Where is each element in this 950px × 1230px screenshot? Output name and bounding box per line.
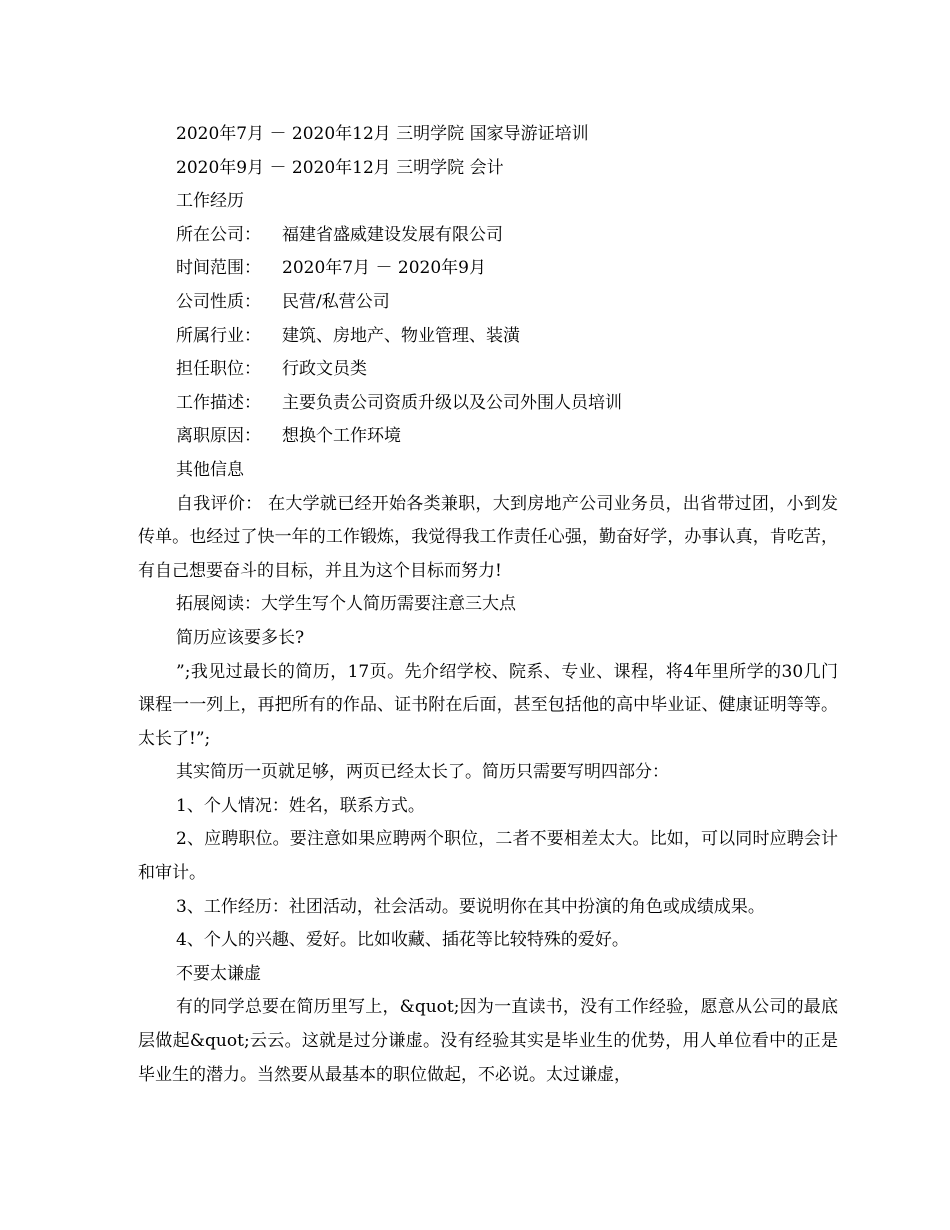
field-value: 建筑、房地产、物业管理、装潢 xyxy=(282,325,520,346)
field-value: 想换个工作环境 xyxy=(282,426,401,447)
work-field-company-type xyxy=(138,286,838,320)
work-field-industry xyxy=(138,320,838,354)
work-field-position xyxy=(138,353,838,387)
education-entry: 2020年9月 － 2020年12月 三明学院 会计 xyxy=(176,157,504,178)
list-item: 4、个人的兴趣、爱好。比如收藏、插花等比较特殊的爱好。 xyxy=(176,930,629,951)
field-value: 民营/私营公司 xyxy=(282,291,390,312)
work-field-leave-reason xyxy=(138,420,838,454)
field-label: 时间范围： xyxy=(176,258,261,279)
subheading-modesty: 不要太谦虚 xyxy=(176,963,261,984)
field-value: 2020年7月 － 2020年9月 xyxy=(282,258,486,279)
field-label: 所属行业： xyxy=(176,325,261,346)
list-item: 2、应聘职位。要注意如果应聘两个职位，二者不要相差太大。比如，可以同时应聘会计和审计。 xyxy=(138,829,838,884)
field-label: 离职原因： xyxy=(176,426,261,447)
field-label: 公司性质： xyxy=(176,291,261,312)
field-value: 主要负责公司资质升级以及公司外围人员培训 xyxy=(282,392,622,413)
section-heading-work: 工作经历 xyxy=(176,191,244,212)
field-label: 担任职位： xyxy=(176,359,261,380)
self-evaluation-paragraph: 自我评价： 在大学就已经开始各类兼职，大到房地产公司业务员，出省带过团，小到发传单。也经过了快一年的工作锻炼，我觉得我工作责任心强，勤奋好学，办事认真，肯吃苦，有自己想要奋斗的目标，并且为这个目标而努力! xyxy=(138,493,838,581)
field-value: 行政文员类 xyxy=(282,359,367,380)
section-heading-other: 其他信息 xyxy=(176,459,244,480)
education-entry: 2020年7月 － 2020年12月 三明学院 国家导游证培训 xyxy=(176,124,589,144)
field-value: 福建省盛威建设发展有限公司 xyxy=(282,224,503,245)
subheading-resume-length: 简历应该要多长? xyxy=(176,627,305,648)
work-field-description xyxy=(138,387,838,421)
list-item: 1、个人情况：姓名，联系方式。 xyxy=(176,795,425,816)
resume-length-paragraph: ”;我见过最长的简历，17页。先介绍学校、院系、专业、课程，将4年里所学的30几门课程一一列上，再把所有的作品、证书附在后面，甚至包括他的高中毕业证、健康证明等等。太长了!”; xyxy=(138,661,838,749)
document-body xyxy=(138,118,838,1092)
work-field-company xyxy=(138,219,838,253)
field-label: 所在公司： xyxy=(176,224,261,245)
list-item: 3、工作经历：社团活动，社会活动。要说明你在其中扮演的角色或成绩成果。 xyxy=(176,896,765,917)
work-field-period xyxy=(138,252,838,286)
modesty-paragraph: 有的同学总要在简历里写上，&quot;因为一直读书，没有工作经验，愿意从公司的最底层做起&quot;云云。这就是过分谦虚。没有经验其实是毕业生的优势，用人单位看中的正是毕业生的潜力。当然要从最基本的职位做起，不必说。太过谦虚， xyxy=(138,997,838,1085)
extended-reading-title: 拓展阅读：大学生写个人简历需要注意三大点 xyxy=(176,594,516,615)
resume-parts-intro: 其实简历一页就足够，两页已经太长了。简历只需要写明四部分： xyxy=(176,762,669,783)
field-label: 工作描述： xyxy=(176,392,261,413)
